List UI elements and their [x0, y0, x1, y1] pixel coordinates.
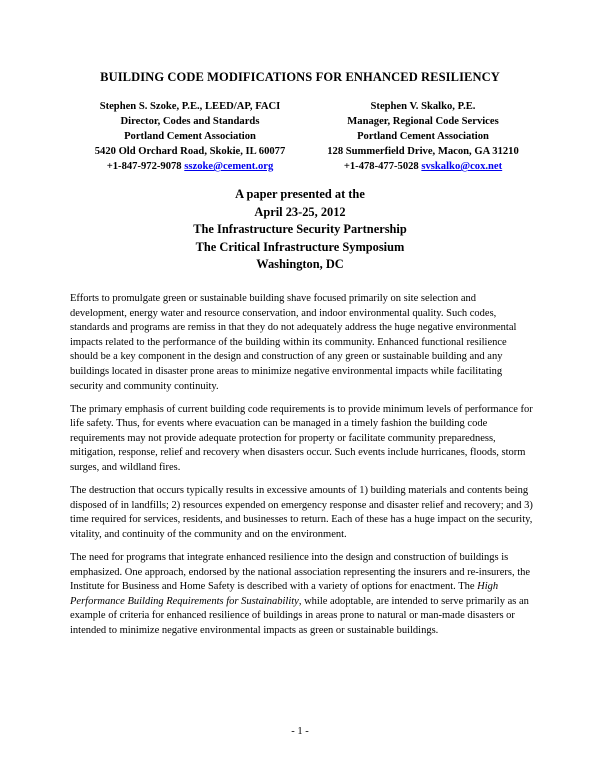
paragraph	[70, 551, 535, 639]
author-contact	[70, 159, 310, 174]
presentation-info	[0, 186, 600, 274]
author-contact	[306, 159, 540, 174]
presented-date: April 23-25, 2012	[254, 204, 346, 219]
author-name: Stephen S. Szoke, P.E., LEED/AP, FACI	[99, 101, 281, 112]
author-name: Stephen V. Skalko, P.E.	[370, 101, 476, 112]
paragraph: Efforts to promulgate green or sustainable building shave focused primarily on site selection and development, energy water and resource conservation, and indoor environmental quality. Such codes, standards and programs are remiss in that they do not adequately address the huge negative environmental impacts related to the performance of the building within its community. Enhanced functional resilience should be a key component in the design and construction of any green or sustainable building and any buildings located in disaster prone areas to minimize negative environmental impacts while facilitating security and community continuity.	[70, 293, 517, 392]
author-role: Manager, Regional Code Services	[347, 116, 499, 127]
presented-organization: The Infrastructure Security Partnership	[193, 222, 407, 236]
paragraph: The primary emphasis of current building code requirements is to provide minimum levels of performance for life safety. Thus, for events where evacuation can be managed in a timely fashion the building code requirements may not provide adequate protection for property or facilitate community preparedness, mitigation, response, relief and recovery when disasters occur. Such events include hurricanes, floods, storm surges, and wildland fires.	[70, 403, 533, 474]
author-block-1	[70, 99, 310, 174]
document-title: BUILDING CODE MODIFICATIONS FOR ENHANCED RESILIENCY	[100, 70, 500, 84]
presented-line: A paper presented at the	[235, 187, 365, 201]
author-address: 128 Summerfield Drive, Macon, GA 31210	[327, 146, 519, 157]
author-phone: +1-478-477-5028	[343, 161, 419, 172]
author-block-2	[306, 99, 540, 174]
author-organization: Portland Cement Association	[124, 131, 256, 142]
author-email-link[interactable]: svskalko@cox.net	[421, 161, 503, 172]
presented-location: Washington, DC	[256, 257, 344, 271]
page-number: - 1 -	[291, 726, 309, 737]
paragraph: The destruction that occurs typically results in excessive amounts of 1) building materials and contents being disposed of in landfills; 2) resources expended on emergency response and disaster relief and recovery; and 3) time required for services, residents, and businesses to return. Each of these has a huge impact on the security, vitality, and continuity of the community and on the environment.	[70, 485, 533, 540]
italic-document-title: High Performance Building Requirements for Sustainability	[70, 581, 499, 607]
paragraph-text: , while adoptable, are intended to serve primarily as an example of criteria for enhanced resilience of buildings in areas prone to natural or man-made disasters or intended to minimize negative environmental impacts as green or sustainable buildings.	[70, 595, 529, 636]
abstract-body	[70, 292, 535, 647]
paragraph-text: The need for programs that integrate enhanced resilience into the design and construction of buildings is emphasized. One approach, endorsed by the national association representing the insurers and re-insurers, the Institute for Business and Home Safety is described with a variety of options for enactment. The	[70, 552, 531, 593]
presented-symposium: The Critical Infrastructure Symposium	[195, 239, 405, 254]
author-phone: +1-847-972-9078	[106, 161, 182, 172]
author-email-link[interactable]: sszoke@cement.org	[184, 161, 274, 172]
author-organization: Portland Cement Association	[357, 131, 489, 142]
author-role: Director, Codes and Standards	[120, 116, 260, 127]
author-address: 5420 Old Orchard Road, Skokie, IL 60077	[94, 146, 286, 157]
